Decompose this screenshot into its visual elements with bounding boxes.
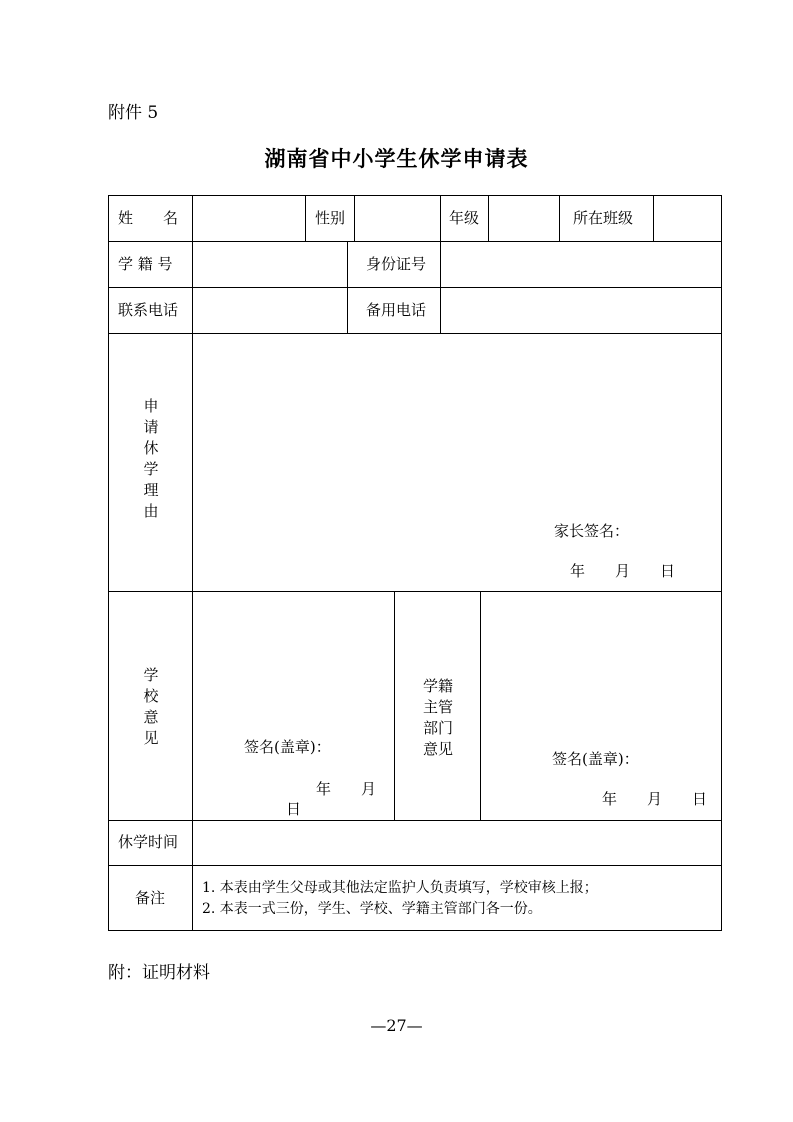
attachment-note: 附：证明材料 — [108, 963, 210, 983]
registry-label-line: 学籍 — [422, 677, 453, 695]
remarks-notes — [202, 878, 598, 920]
reason-label-char: 申 — [143, 397, 159, 415]
gender-label: 性别 — [315, 209, 346, 227]
school-label-char: 校 — [143, 687, 159, 705]
remarks-line: 1. 本表由学生父母或其他法定监护人负责填写，学校审核上报； — [202, 880, 598, 896]
registry-signature-label: 签名(盖章)： — [552, 750, 639, 768]
reason-label — [141, 396, 161, 522]
school-date-line2: 日 — [286, 800, 302, 818]
remarks-label: 备注 — [135, 889, 166, 907]
class-label: 所在班级 — [573, 209, 634, 227]
phone-label: 联系电话 — [118, 301, 179, 319]
table-border-top — [108, 195, 722, 196]
column-divider — [305, 195, 306, 241]
school-label-char: 意 — [143, 708, 159, 726]
attachment-label: 附件 5 — [108, 103, 159, 123]
row-divider — [108, 241, 722, 242]
registry-label-line: 主管 — [422, 698, 453, 716]
backup-phone-label: 备用电话 — [366, 301, 427, 319]
school-label-char: 学 — [143, 666, 159, 684]
row-divider — [108, 287, 722, 288]
page-number: —27— — [370, 1016, 423, 1035]
column-divider — [559, 195, 560, 241]
column-divider — [394, 591, 395, 820]
row-divider — [108, 820, 722, 821]
label-column-divider — [192, 195, 193, 931]
school-opinion-label — [141, 665, 161, 749]
reason-label-char: 由 — [143, 502, 159, 520]
suspension-time-label: 休学时间 — [118, 833, 179, 851]
reason-label-char: 学 — [143, 460, 159, 478]
registry-label-line: 意见 — [422, 740, 453, 758]
remarks-line: 2. 本表一式三份，学生、学校、学籍主管部门各一份。 — [202, 901, 542, 917]
reason-date: 年 月 日 — [570, 562, 676, 580]
column-divider — [347, 241, 348, 333]
name-label: 姓 名 — [118, 209, 179, 227]
reason-label-char: 请 — [143, 418, 159, 436]
reason-label-char: 休 — [143, 439, 159, 457]
registry-label-line: 部门 — [422, 719, 453, 737]
column-divider — [488, 195, 489, 241]
school-label-char: 见 — [143, 729, 159, 747]
school-signature-label: 签名(盖章)： — [244, 738, 331, 756]
id-card-label: 身份证号 — [366, 255, 427, 273]
column-divider — [440, 195, 441, 241]
grade-label: 年级 — [449, 209, 480, 227]
parent-signature-label: 家长签名： — [554, 522, 630, 540]
registry-opinion-label — [418, 676, 458, 760]
column-divider — [440, 241, 441, 333]
registry-date: 年 月 日 — [602, 790, 708, 808]
application-form-table — [108, 195, 722, 931]
table-border-bottom — [108, 930, 722, 931]
column-divider — [354, 195, 355, 241]
school-date-line1: 年 月 — [316, 780, 377, 798]
student-id-label: 学 籍 号 — [118, 255, 173, 273]
reason-label-char: 理 — [143, 481, 159, 499]
column-divider — [480, 591, 481, 820]
row-divider — [108, 865, 722, 866]
row-divider — [108, 591, 722, 592]
column-divider — [653, 195, 654, 241]
form-title: 湖南省中小学生休学申请表 — [264, 146, 529, 171]
row-divider — [108, 333, 722, 334]
